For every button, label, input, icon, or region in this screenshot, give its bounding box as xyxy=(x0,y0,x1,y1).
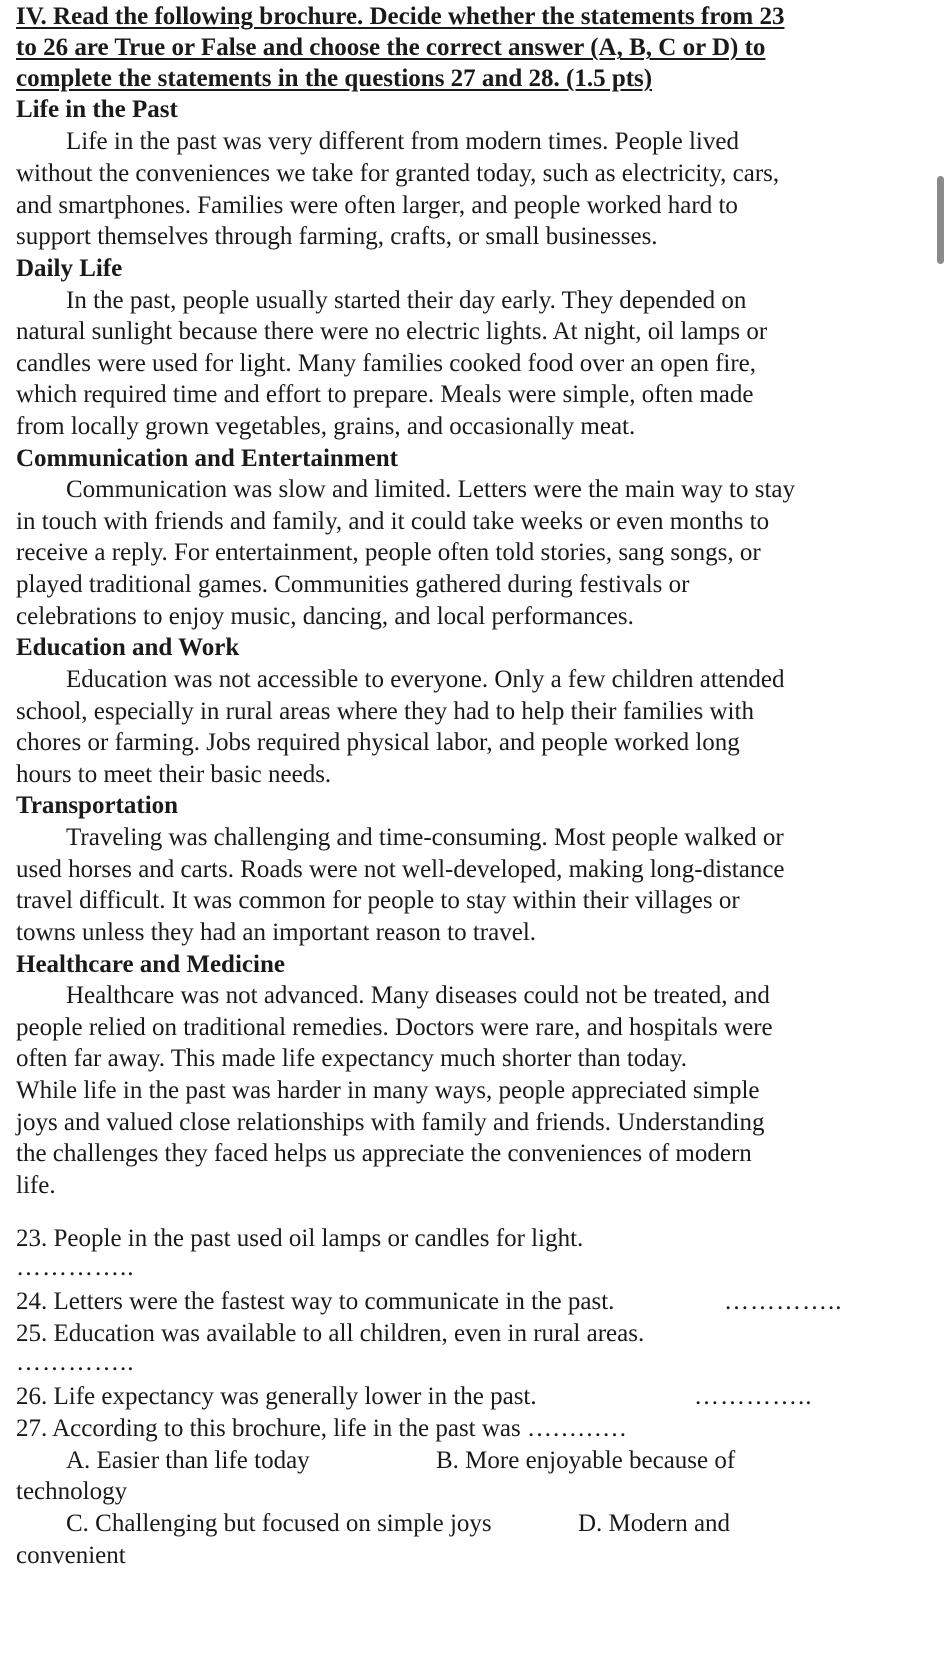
communication-line-1: Communication was slow and limited. Letters were the main way to stay xyxy=(66,476,796,503)
communication-line-5: celebrations to enjoy music, dancing, and local performances. xyxy=(16,603,634,630)
daily-life-line-3: candles were used for light. Many families cooked food over an open fire, xyxy=(16,350,757,377)
instruction-line-3: complete the statements in the questions 27 and 28. (1.5 pts) xyxy=(16,65,653,92)
communication-line-3: receive a reply. For entertainment, people often told stories, sang songs, or xyxy=(16,539,761,566)
conclusion-line-1: While life in the past was harder in many ways, people appreciated simple xyxy=(16,1077,760,1104)
conclusion-line-4: life. xyxy=(16,1172,56,1199)
communication-line-4: played traditional games. Communities gathered during festivals or xyxy=(16,571,690,598)
intro-line-2: without the conveniences we take for granted today, such as electricity, cars, xyxy=(16,160,780,187)
conclusion-line-3: the challenges they faced helps us appreciate the conveniences of modern xyxy=(16,1140,752,1167)
question-25: 25. Education was available to all children, even in rural areas. xyxy=(16,1320,645,1347)
conclusion-line-2: joys and valued close relationships with family and friends. Understanding xyxy=(16,1109,765,1136)
option-27-b-continued: technology xyxy=(16,1478,128,1505)
daily-life-line-4: which required time and effort to prepare. Meals were simple, often made xyxy=(16,381,754,408)
question-23: 23. People in the past used oil lamps or candles for light. xyxy=(16,1225,584,1252)
intro-line-1: Life in the past was very different from modern times. People lived xyxy=(66,128,739,155)
communication-line-2: in touch with friends and family, and it could take weeks or even months to xyxy=(16,508,770,535)
communication-heading: Communication and Entertainment xyxy=(16,445,398,472)
question-24: 24. Letters were the fastest way to communicate in the past. xyxy=(16,1288,615,1315)
scrollbar-thumb[interactable] xyxy=(937,176,944,264)
daily-life-line-1: In the past, people usually started their day early. They depended on xyxy=(66,287,747,314)
option-27-a[interactable]: A. Easier than life today xyxy=(66,1447,310,1474)
healthcare-line-2: people relied on traditional remedies. Doctors were rare, and hospitals were xyxy=(16,1014,773,1041)
education-line-2: school, especially in rural areas where they had to help their families with xyxy=(16,698,754,725)
healthcare-heading: Healthcare and Medicine xyxy=(16,951,285,978)
question-27: 27. According to this brochure, life in the past was ………… xyxy=(16,1415,627,1442)
instruction-line-2: to 26 are True or False and choose the correct answer (A, B, C or D) to xyxy=(16,34,766,61)
instruction-line-1: IV. Read the following brochure. Decide whether the statements from 23 xyxy=(16,3,785,30)
answer-blank-25[interactable]: ………….. xyxy=(16,1349,135,1376)
answer-blank-24[interactable]: ………….. xyxy=(724,1288,843,1315)
intro-line-4: support themselves through farming, crafts, or small businesses. xyxy=(16,223,658,250)
daily-life-heading: Daily Life xyxy=(16,255,123,282)
option-27-d[interactable]: D. Modern and xyxy=(578,1510,731,1537)
intro-line-3: and smartphones. Families were often larger, and people worked hard to xyxy=(16,192,738,219)
option-27-d-continued: convenient xyxy=(16,1542,126,1569)
transportation-line-4: towns unless they had an important reason to travel. xyxy=(16,919,537,946)
question-26: 26. Life expectancy was generally lower in the past. xyxy=(16,1383,537,1410)
healthcare-line-1: Healthcare was not advanced. Many diseases could not be treated, and xyxy=(66,982,770,1009)
option-27-c[interactable]: C. Challenging but focused on simple joys xyxy=(66,1510,492,1537)
education-line-1: Education was not accessible to everyone. Only a few children attended xyxy=(66,666,785,693)
daily-life-line-5: from locally grown vegetables, grains, and occasionally meat. xyxy=(16,413,636,440)
transportation-heading: Transportation xyxy=(16,792,179,819)
article-title: Life in the Past xyxy=(16,96,178,123)
education-line-3: chores or farming. Jobs required physical labor, and people worked long xyxy=(16,729,740,756)
transportation-line-3: travel difficult. It was common for people to stay within their villages or xyxy=(16,887,740,914)
transportation-line-1: Traveling was challenging and time-consuming. Most people walked or xyxy=(66,824,784,851)
transportation-line-2: used horses and carts. Roads were not well-developed, making long-distance xyxy=(16,856,785,883)
education-heading: Education and Work xyxy=(16,634,240,661)
option-27-b[interactable]: B. More enjoyable because of xyxy=(436,1447,736,1474)
education-line-4: hours to meet their basic needs. xyxy=(16,761,332,788)
daily-life-line-2: natural sunlight because there were no electric lights. At night, oil lamps or xyxy=(16,318,768,345)
healthcare-line-3: often far away. This made life expectancy much shorter than today. xyxy=(16,1045,688,1072)
answer-blank-23[interactable]: ………….. xyxy=(16,1254,135,1281)
answer-blank-26[interactable]: ………….. xyxy=(694,1383,813,1410)
